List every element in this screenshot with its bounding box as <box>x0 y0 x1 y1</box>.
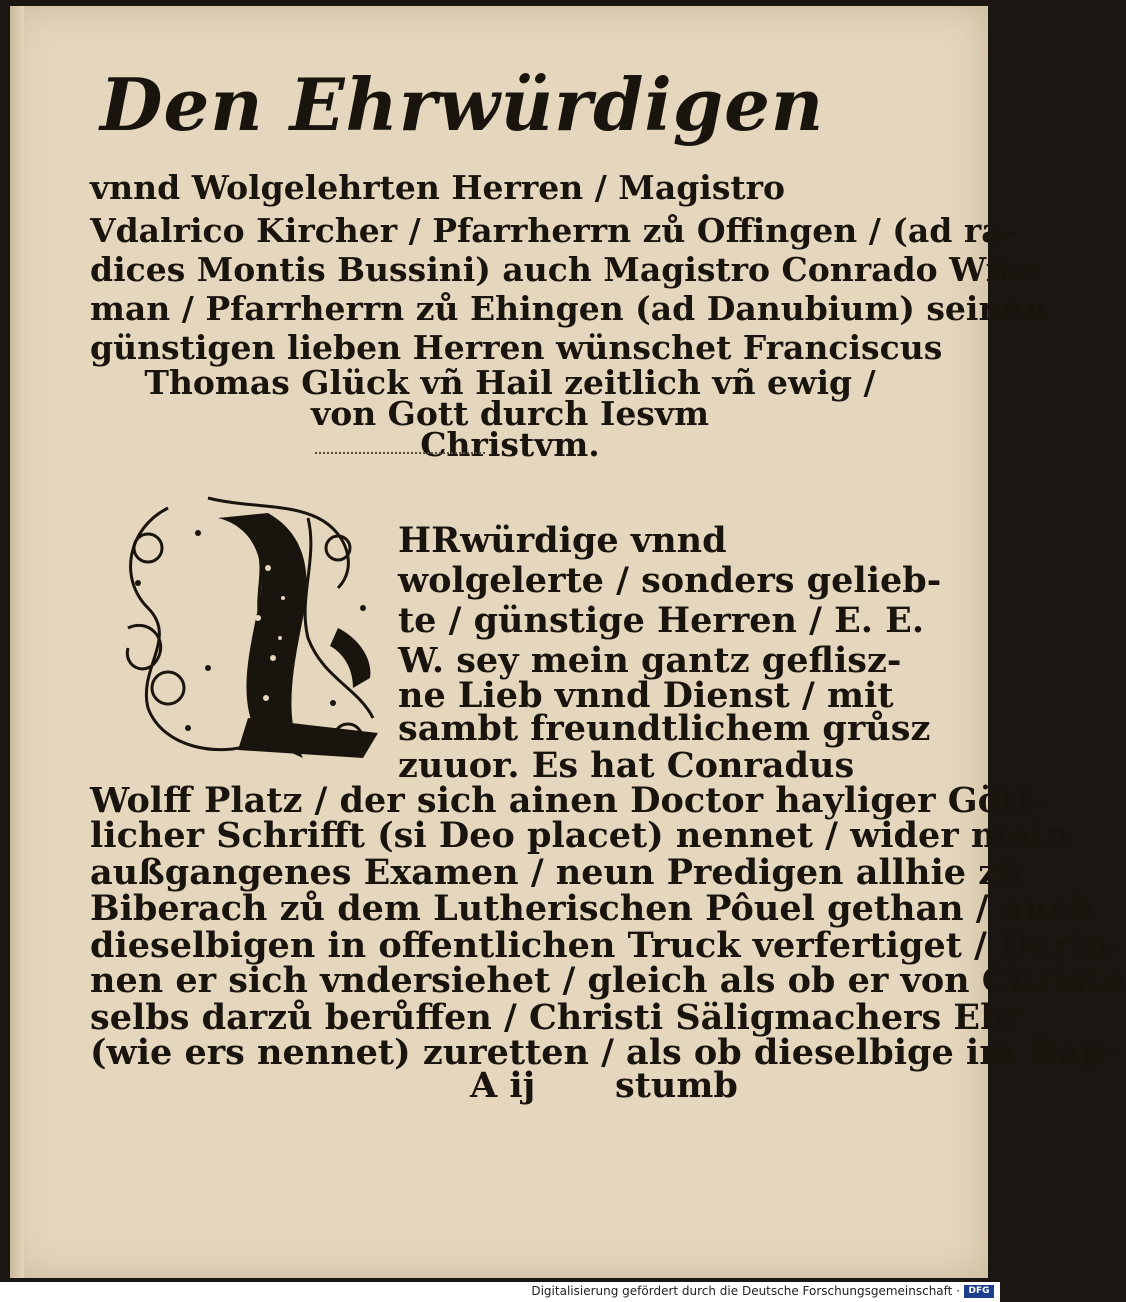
body-line: Wolff Platz / der sich ainen Doctor hayliger Gött- <box>90 780 1048 821</box>
body-line: W. sey mein gantz geflisz- <box>398 640 902 681</box>
heading-line: Christvm. <box>420 425 600 464</box>
page-edge <box>10 6 24 1278</box>
heading-line: vnnd Wolgelehrten Herren / Magistro <box>90 168 786 207</box>
heading-line: Vdalrico Kircher / Pfarrherrn zů Offingen / (ad ra- <box>90 211 1017 250</box>
body-line: außgangenes Examen / neun Predigen allhie zů <box>90 852 1024 893</box>
body-line: HRwürdige vnnd <box>398 520 727 561</box>
heading-line: günstigen lieben Herren wünschet Franciscus <box>90 328 943 367</box>
footer-bar <box>0 1282 1000 1302</box>
body-line: ne Lieb vnnd Dienst / mit <box>398 675 894 716</box>
heading-line: dices Montis Bussini) auch Magistro Conrado Witz- <box>90 250 1046 289</box>
heading-line: von Gott durch Iesvm <box>311 394 709 433</box>
catchword: stumb <box>615 1065 738 1106</box>
signature-mark: A ij <box>470 1065 536 1106</box>
body-line: licher Schrifft (si Deo placet) nennet / wider mein <box>90 815 1069 856</box>
heading-line: man / Pfarrherrn zů Ehingen (ad Danubium) seinen <box>90 289 1048 328</box>
body-line: zuuor. Es hat Conradus <box>398 745 855 786</box>
body-line: te / günstige Herren / E. E. <box>398 600 925 641</box>
body-line: (wie ers nennet) zuretten / als ob dieselbige im Bap- <box>90 1032 1120 1073</box>
body-line: dieselbigen in offentlichen Truck verfertiget / Darin- <box>90 925 1124 966</box>
body-line: nen er sich vndersiehet / gleich als ob er von Christo <box>90 960 1126 1001</box>
dotted-separator <box>315 452 485 456</box>
dfg-logo-icon: DFG <box>964 1285 994 1298</box>
body-line: sambt freundtlichem grůsz <box>398 708 931 749</box>
decorated-initial <box>108 488 388 778</box>
ornament-initial-icon <box>108 488 388 778</box>
funding-notice: Digitalisierung gefördert durch die Deutsche Forschungsgemeinschaft · <box>531 1284 960 1298</box>
heading-line: Thomas Glück vñ Hail zeitlich vñ ewig / <box>144 363 876 402</box>
body-line: wolgelerte / sonders gelieb- <box>398 560 942 601</box>
body-line: selbs darzů berůffen / Christi Säligmachers Ehr <box>90 997 1024 1038</box>
page-title: Den Ehrwürdigen <box>100 62 825 147</box>
body-line: Biberach zů dem Lutherischen Pôuel gethan / auch <box>90 888 1096 929</box>
